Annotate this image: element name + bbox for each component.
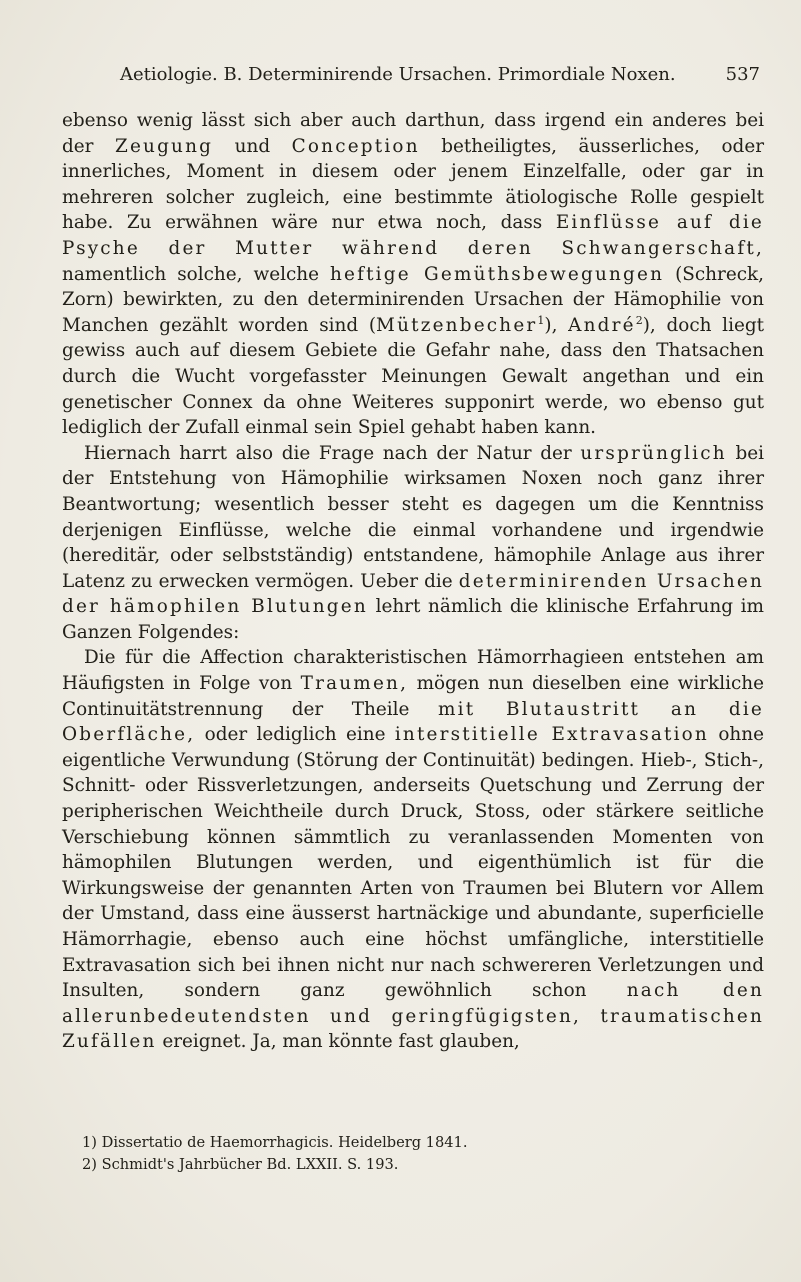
text-run: bei der Entstehung von Hämophilie wirksamen Noxen noch ganz ihrer Beantwortung; wesentlich besser steht es dagegen um die Kenntniss derjenigen Einflüsse, welche die einmal vorhandene und irgendwie (hereditär, oder selbstständig) entstandene, hämophile Anlage aus ihrer Latenz zu erwecken vermögen. Ueber die <box>62 442 765 592</box>
spaced-term-extravasation: interstitielle Extravasation <box>394 724 709 746</box>
text-run: ), <box>544 314 569 336</box>
text-run: ebenso wenig lässt sich aber auch darthun, dass irgend ein anderes bei der <box>62 110 764 157</box>
spaced-term-blutaustritt: mit Blutaustritt an die Oberfläche, <box>62 698 764 746</box>
paragraph <box>62 441 764 646</box>
spaced-term-urspruenglich: ursprünglich <box>580 442 727 464</box>
text-run: und <box>213 135 292 157</box>
text-run: Die für die Affection charakteristischen Hämorrhagieen entstehen am Häufigsten in Folge von <box>62 647 764 695</box>
text-run: mögen nun dieselben eine wirkliche Continuitätstrennung der Theile <box>62 673 764 720</box>
text-run: lehrt nämlich die klinische Erfahrung im Ganzen Folgendes: <box>62 596 764 643</box>
spaced-term-einfluesse: Einflüsse auf die Psyche der Mutter während deren Schwangerschaft, <box>62 212 764 259</box>
footnote-2: 2) Schmidt's Jahrbücher Bd. LXXII. S. 193. <box>82 1156 399 1173</box>
paragraph-continuation <box>62 108 764 441</box>
spaced-term-gemuethsbewegungen: heftige Gemüthsbewegungen <box>329 263 665 285</box>
text-run: ereignet. Ja, man könnte fast glauben, <box>156 1031 520 1053</box>
spaced-term-determinirenden-ursachen: determinirenden Ursachen der hämophilen Blutungen <box>62 570 764 618</box>
spaced-term-conception: Conception <box>291 135 420 157</box>
footnote-ref-2: 2 <box>635 313 643 327</box>
text-run: (Schreck, Zorn) bewirkten, zu den determinirenden Ursachen der Hämophilie von Manchen gezählt worden sind ( <box>62 263 764 336</box>
running-head-title: Aetiologie. B. Determinirende Ursachen. Primordiale Noxen. <box>120 64 676 85</box>
page-number: 537 <box>725 64 760 85</box>
body-text <box>62 108 764 1055</box>
paragraph <box>62 645 764 1055</box>
text-run: Hiernach harrt also die Frage nach der Natur der <box>84 442 581 464</box>
text-run: betheiligtes, äusserliches, oder innerliches, Moment in diesem oder jenem Einzelfalle, oder gar in mehreren solcher zugleich, eine bestimmte ätiologische Rolle gespielt habe. Zu erwähnen wäre nur etwa noch, dass <box>62 135 764 234</box>
author-andre: André <box>568 314 636 336</box>
text-run: namentlich solche, welche <box>62 263 330 285</box>
footnote-1: 1) Dissertatio de Haemorrhagicis. Heidelberg 1841. <box>82 1134 468 1151</box>
footnotes <box>82 1132 762 1176</box>
spaced-term-zufaellen: nach den allerunbedeutendsten und geringfügigsten, traumatischen Zufällen <box>62 980 764 1053</box>
spaced-term-zeugung: Zeugung <box>114 135 214 157</box>
spaced-term-traumen: Traumen, <box>300 673 409 695</box>
footnote-ref-1: 1 <box>537 313 545 327</box>
author-muetzenbecher: Mützenbecher <box>376 314 538 336</box>
text-run: ), doch liegt gewiss auch auf diesem Gebiete die Gefahr nahe, dass den Thatsachen durch die Wucht vorgefasster Meinungen Gewalt angethan und ein genetischer Connex da ohne Weiteres supponirt werde, wo ebenso gut lediglich der Zufall einmal sein Spiel gehabt haben kann. <box>62 314 764 439</box>
text-run: oder lediglich eine <box>195 724 395 746</box>
text-run: ohne eigentliche Verwundung (Störung der Continuität) bedingen. Hieb-, Stich-, Schnitt- oder Rissverletzungen, anderseits Quetschung und Zerrung der peripherischen Weichtheile durch Druck, Stoss, oder stärkere seitliche Verschiebung können sämmtlich zu veranlassenden Momenten von hämophilen Blutungen werden, und eigenthümlich ist für die Wirkungsweise der genannten Arten von Traumen bei Blutern vor Allem der Umstand, dass eine äusserst hartnäckige und abundante, superficielle Hämorrhagie, ebenso auch eine höchst umfängliche, interstitielle Extravasation sich bei ihnen nicht nur nach schwereren Verletzungen und Insulten, sondern ganz gewöhnlich schon <box>62 724 764 1002</box>
running-head <box>120 62 760 88</box>
